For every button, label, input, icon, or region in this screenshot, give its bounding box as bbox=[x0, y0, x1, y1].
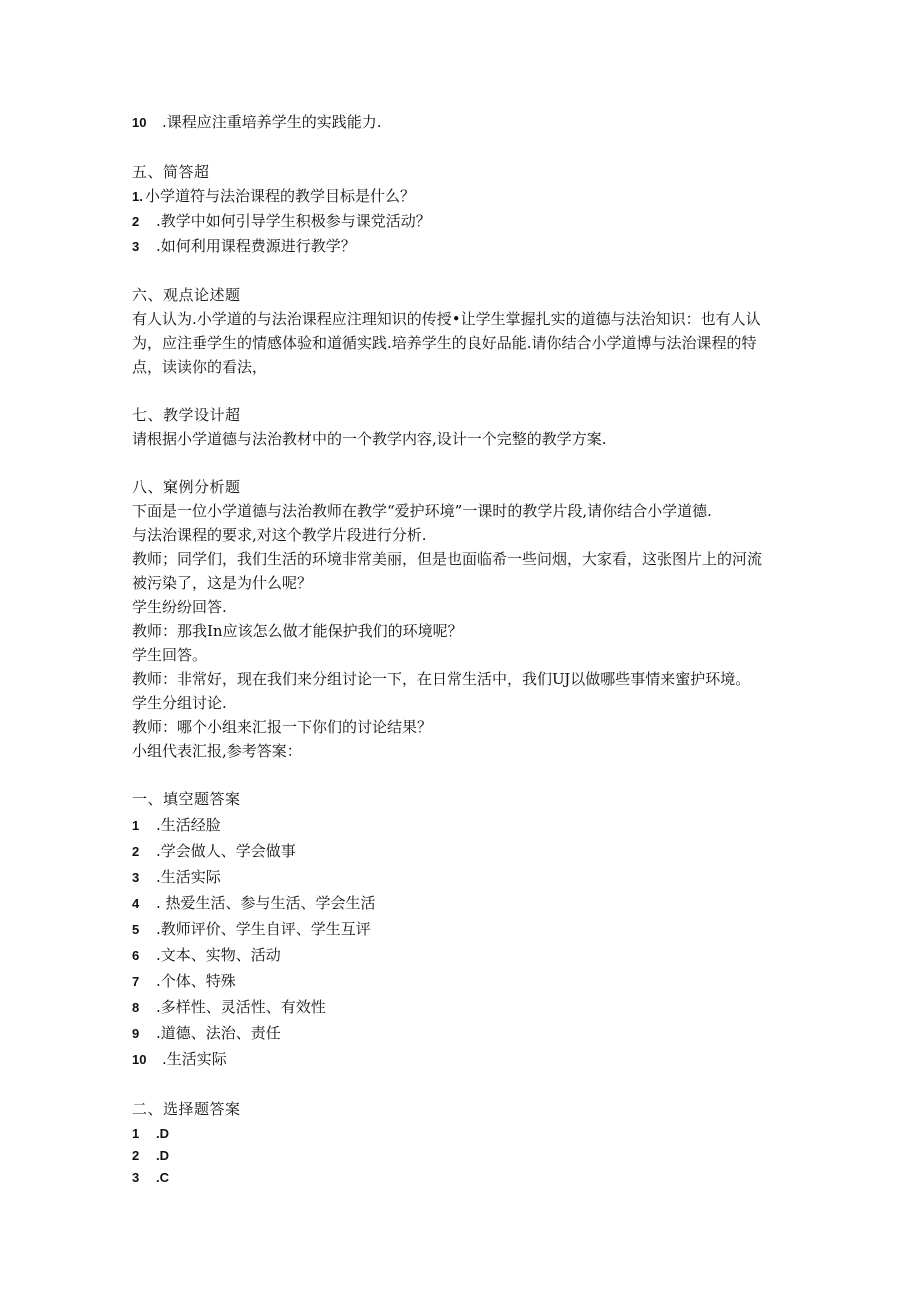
section-heading: 六、观点论述题 bbox=[132, 286, 241, 304]
paragraph-line: 学生分组讨论. bbox=[132, 694, 227, 712]
section-heading: 八、窠例分析题 bbox=[132, 478, 241, 496]
item-text: .学会做人、学会做事 bbox=[156, 842, 296, 860]
item-text: .个体、特殊 bbox=[156, 972, 236, 990]
list-item bbox=[132, 1145, 792, 1166]
paragraph-line: 学生纷纷回答. bbox=[132, 598, 227, 616]
list-item bbox=[132, 236, 792, 257]
list-item bbox=[132, 1023, 792, 1044]
item-number: 1 bbox=[132, 1126, 140, 1141]
list-item bbox=[132, 211, 792, 232]
item-text: .教师评价、学生自评、学生互评 bbox=[156, 920, 371, 938]
list-item bbox=[132, 1167, 792, 1188]
paragraph-line: 点，读读你的看法， bbox=[132, 358, 268, 376]
item-text: .D bbox=[156, 1148, 169, 1163]
list-item bbox=[132, 867, 792, 888]
item-number: 6 bbox=[132, 948, 140, 963]
list-item bbox=[132, 971, 792, 992]
paragraph-line: 有人认为.小学道的与法治课程应注理知识的传授•让学生掌握扎实的道德与法治知识：也有人认 bbox=[132, 310, 761, 328]
list-item bbox=[132, 893, 792, 914]
paragraph-line: 教师：那我In应该怎么做才能保护我们的环境呢？ bbox=[132, 622, 463, 640]
list-item bbox=[132, 112, 792, 133]
paragraph-line: 教师；同学们，我们生活的环境非常美丽，但是也面临希一些问烟，大家看，这张图片上的河流 bbox=[132, 550, 763, 568]
list-item bbox=[132, 997, 792, 1018]
section-heading: 二、选择题答案 bbox=[132, 1100, 241, 1118]
item-text: .文本、实物、活动 bbox=[156, 946, 281, 964]
item-number: 8 bbox=[132, 1000, 140, 1015]
paragraph-line: 下面是一位小学道德与法治教师在教学“爱护环境”一课时的教学片段,请你结合小学道德. bbox=[132, 502, 712, 520]
item-text: .多样性、灵活性、有效性 bbox=[156, 998, 326, 1016]
item-number: 2 bbox=[132, 844, 140, 859]
item-number: 9 bbox=[132, 1026, 140, 1041]
paragraph-line: 为，应注垂学生的情感体验和道循实践.培养学生的良好品能.请你结合小学道博与法治课程的特 bbox=[132, 334, 757, 352]
paragraph-line: 被污染了，这是为什么呢？ bbox=[132, 574, 313, 592]
list-item bbox=[132, 919, 792, 940]
item-text: .生活实际 bbox=[162, 1050, 227, 1068]
item-number: 3 bbox=[132, 870, 140, 885]
list-item bbox=[132, 1049, 792, 1070]
paragraph-line: 教师：非常好，现在我们来分组讨论一下，在日常生活中，我们UJ以做哪些事情来蜜护环境。 bbox=[132, 670, 751, 688]
item-text: .生活经脸 bbox=[156, 816, 221, 834]
item-number: 10 bbox=[132, 115, 147, 130]
paragraph-line: 学生回答。 bbox=[132, 646, 208, 664]
list-item bbox=[132, 841, 792, 862]
item-text: .如何利用课程费源进行教学？ bbox=[156, 237, 356, 255]
list-item: 1. 小学道符与法治课程的教学目标是什么？ bbox=[132, 187, 416, 205]
item-text: .D bbox=[156, 1126, 169, 1141]
item-text: .生活实际 bbox=[156, 868, 221, 886]
item-number: 3 bbox=[132, 239, 140, 254]
item-number: 4 bbox=[132, 896, 140, 911]
item-text: . 热爱生活、参与生活、学会生活 bbox=[156, 894, 376, 912]
paragraph-line: 请根据小学道德与法治教材中的一个教学内容,设计一个完整的教学方案. bbox=[132, 430, 607, 448]
item-text: .道德、法治、责任 bbox=[156, 1024, 281, 1042]
item-text: .教学中如何引导学生积极参与课党活动？ bbox=[156, 212, 431, 230]
list-item bbox=[132, 815, 792, 836]
item-number: 2 bbox=[132, 1148, 140, 1163]
paragraph-line: 与法治课程的要求,对这个教学片段进行分析. bbox=[132, 526, 427, 544]
item-number: 2 bbox=[132, 214, 140, 229]
list-item bbox=[132, 945, 792, 966]
list-item bbox=[132, 1123, 792, 1144]
section-heading: 五、简答超 bbox=[132, 163, 210, 181]
paragraph-line: 小组代表汇报,参考答案： bbox=[132, 742, 302, 760]
item-number: 3 bbox=[132, 1170, 140, 1185]
section-heading: 一、填空题答案 bbox=[132, 790, 241, 808]
section-heading: 七、教学设计超 bbox=[132, 406, 241, 424]
item-number: 10 bbox=[132, 1052, 147, 1067]
paragraph-line: 教师：哪个小组来汇报一下你们的讨论结果？ bbox=[132, 718, 433, 736]
item-text: .课程应注重培养学生的实践能力. bbox=[162, 113, 382, 131]
item-number: 5 bbox=[132, 922, 140, 937]
item-number: 1 bbox=[132, 818, 140, 833]
item-number: 7 bbox=[132, 974, 140, 989]
item-text: .C bbox=[156, 1170, 169, 1185]
item-text: 小学道符与法治课程的教学目标是什么？ bbox=[145, 187, 416, 205]
